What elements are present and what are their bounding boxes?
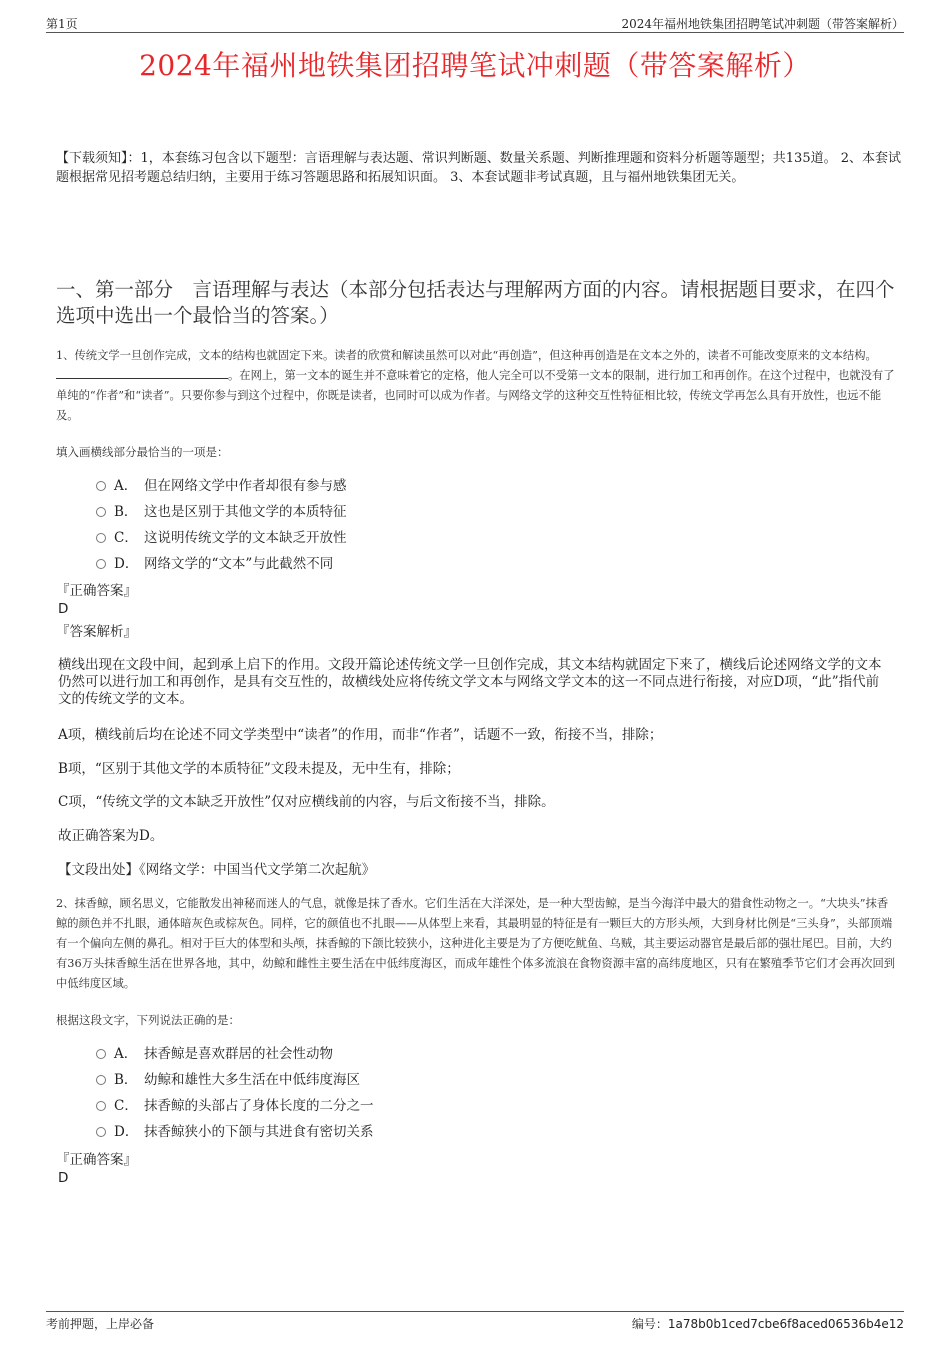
q1-analysis-c: C项，“传统文学的文本缺乏开放性”仅对应横线前的内容，与后文衔接不当，排除。	[58, 794, 555, 810]
fill-blank	[56, 366, 228, 379]
q1-option-d[interactable]: D． 网络文学的“文本”与此截然不同	[96, 554, 333, 574]
document-title: 2024年福州地铁集团招聘笔试冲刺题（带答案解析）	[139, 49, 811, 82]
radio-icon[interactable]	[96, 481, 106, 491]
q1-option-a[interactable]: A． 但在网络文学中作者却很有参与感	[96, 476, 347, 496]
footer-slogan: 考前押题，上岸必备	[46, 1317, 155, 1331]
footer-code-label: 编号：	[631, 1317, 668, 1331]
footer-code-wrap	[632, 1315, 904, 1332]
question-2-text: 2、抹香鲸，顾名思义，它能散发出神秘而迷人的气息，就像是抹了香水。它们生活在大洋深处，是一种大型齿鲸，是当今海洋中最大的猎食性动物之一。“大块头”抹香鲸的颜色并不扎眼，通体暗灰色或棕灰色。同样，它的颜值也不扎眼——从体型上来看，其最明显的特征是有一颗巨大的方形头颅，大到身材比例是“三头身”，头部顶端有一个偏向左侧的鼻孔。相对于巨大的体型和头颅，抹香鲸的下颌比较狭小，这种进化主要是为了方便吃鱿鱼、乌贼，其主要运动器官是最后部的强壮尾巴。目前，大约有36万头抹香鲸生活在世界各地，其中，幼鲸和雌性主要生活在中低纬度海区，而成年雄性个体多流浪在食物资源丰富的高纬度地区，只有在繁殖季节它们才会再次回到中低纬度区域。	[56, 897, 896, 990]
radio-icon[interactable]	[96, 507, 106, 517]
page-header	[46, 12, 904, 33]
q1-answer-label: 『正确答案』	[56, 583, 137, 599]
section-heading: 一、第一部分 言语理解与表达（本部分包括表达与理解两方面的内容。请根据题目要求，在四个选项中选出一个最恰当的答案。）	[56, 278, 895, 327]
question-2-prompt: 根据这段文字，下列说法正确的是：	[56, 1013, 240, 1027]
question-1-prompt: 填入画横线部分最恰当的一项是：	[56, 445, 229, 459]
q2-answer-label: 『正确答案』	[56, 1152, 137, 1168]
q2-answer: D	[58, 1170, 69, 1186]
download-notice: 【下载须知】：1，本套练习包含以下题型：言语理解与表达题、常识判断题、数量关系题、判断推理题和资料分析题等题型；共135道。 2、本套试题根据常见招考题总结归纳，主要用于练习答题思路和拓展知识面。 3、本套试题非考试真题，且与福州地铁集团无关。	[56, 151, 901, 185]
radio-icon[interactable]	[96, 1127, 106, 1137]
radio-icon[interactable]	[96, 533, 106, 543]
q2-option-c[interactable]: C． 抹香鲸的头部占了身体长度的二分之一	[96, 1096, 374, 1116]
question-1-text: 1、传统文学一旦创作完成，文本的结构也就固定下来。读者的欣赏和解读虽然可以对此“再创造”，但这种再创造是在文本之外的，读者不可能改变原来的文本结构。。在网上，第一文本的诞生并不意味着它的定格，他人完全可以不受第一文本的限制，进行加工和再创作。在这个过程中，也就没有了单纯的“作者”和“读者”。只要你参与到这个过程中，你既是读者，也同时可以成为作者。与网络文学的这种交互性特征相比较，传统文学再怎么具有开放性，也远不能及。	[56, 349, 895, 422]
q2-option-d[interactable]: D． 抹香鲸狭小的下颌与其进食有密切关系	[96, 1122, 374, 1142]
radio-icon[interactable]	[96, 1101, 106, 1111]
q1-source: 【文段出处】《网络文学：中国当代文学第二次起航》	[58, 862, 376, 878]
q2-option-a[interactable]: A． 抹香鲸是喜欢群居的社会性动物	[96, 1044, 333, 1064]
radio-icon[interactable]	[96, 1075, 106, 1085]
footer-code: 1a78b0b1ced7cbe6f8aced06536b4e12	[667, 1317, 904, 1331]
q1-conclusion: 故正确答案为D。	[58, 828, 164, 844]
q1-analysis-label: 『答案解析』	[56, 624, 137, 640]
radio-icon[interactable]	[96, 559, 106, 569]
q1-answer: D	[58, 601, 69, 617]
q1-option-c[interactable]: C． 这说明传统文学的文本缺乏开放性	[96, 528, 347, 548]
q1-analysis-a: A项，横线前后均在论述不同文学类型中“读者”的作用，而非“作者”，话题不一致，衔接不当，排除；	[58, 727, 663, 743]
q2-option-b[interactable]: B． 幼鲸和雄性大多生活在中低纬度海区	[96, 1070, 360, 1090]
page-number: 第1页	[46, 17, 78, 31]
q1-analysis-b: B项，“区别于其他文学的本质特征”文段未提及，无中生有，排除；	[58, 761, 460, 777]
header-doc-title: 2024年福州地铁集团招聘笔试冲刺题（带答案解析）	[621, 17, 904, 31]
q1-option-b[interactable]: B． 这也是区别于其他文学的本质特征	[96, 502, 347, 522]
radio-icon[interactable]	[96, 1049, 106, 1059]
q1-analysis-paragraph: 横线出现在文段中间，起到承上启下的作用。文段开篇论述传统文学一旦创作完成，其文本结构就固定下来了，横线后论述网络文学的文本仍然可以进行加工和再创作，是具有交互性的，故横线处应将传统文学文本与网络文学文本的这一不同点进行衔接，对应D项，“此”指代前文的传统文学的文本。	[58, 657, 882, 707]
page-footer	[46, 1311, 904, 1332]
